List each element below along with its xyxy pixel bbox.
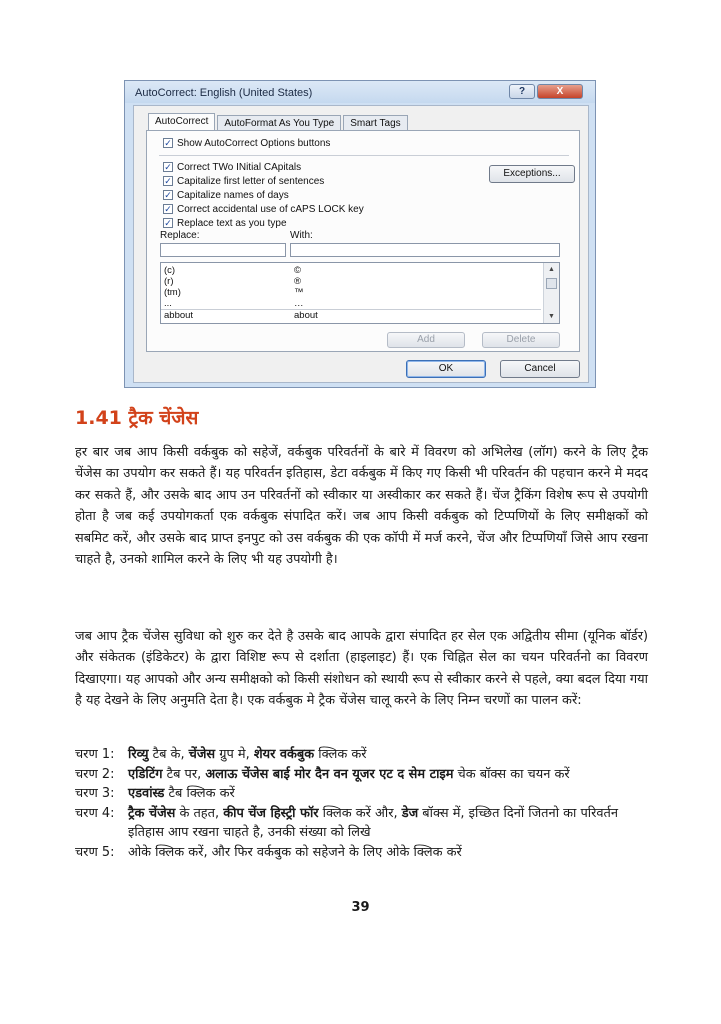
step-keyword: ट्रैक चेंजेस — [128, 805, 176, 821]
show-options-label: Show AutoCorrect Options buttons — [177, 137, 331, 149]
step-text-part: के तहत, — [175, 805, 224, 821]
step-keyword: कीप चेंज हिस्ट्री फॉर — [223, 805, 319, 821]
section-heading: 1.41 ट्रैक चेंजेस — [75, 407, 199, 429]
list-item[interactable] — [161, 309, 541, 320]
step-text-part: बॉक्स में, इच्छित दिनों जितनो का परिवर्तन इतिहास आप रखना चाहते है, उनकी संख्या को लिखे — [128, 805, 619, 840]
checkbox-checked-icon: ✓ — [164, 162, 172, 172]
divider — [159, 155, 569, 156]
replace-label: Replace: — [160, 230, 200, 241]
step-item — [75, 843, 648, 863]
list-item[interactable] — [161, 265, 541, 276]
autocorrect-entries-list[interactable] — [160, 262, 560, 324]
step-text — [128, 843, 648, 863]
autocorrect-dialog-screenshot — [124, 80, 596, 388]
step-keyword: अलाऊ चेंजेस बाई मोर दैन वन यूजर एट द सेम टाइम — [205, 766, 454, 782]
list-item[interactable] — [161, 298, 541, 309]
option-capitalize-first-letter[interactable] — [163, 175, 324, 187]
checkbox-checked-icon: ✓ — [164, 190, 172, 200]
page-number: 39 — [351, 900, 370, 915]
entry-with: about — [294, 310, 318, 321]
entry-replace: (c) — [164, 265, 176, 276]
dialog-body — [133, 105, 589, 383]
help-button[interactable]: ? — [509, 84, 535, 99]
tab-autocorrect[interactable]: AutoCorrect — [148, 113, 215, 132]
step-keyword: एडवांस्ड — [128, 786, 165, 801]
list-scrollbar[interactable] — [543, 263, 559, 323]
paragraph-intro: हर बार जब आप किसी वर्कबुक को सहेजें, वर्कबुक परिवर्तनों के बारे में विवरण को अभिलेख (लॉग) करने के लिए ट्रैक चेंजेस का उपयोग कर सकते हैं। यह परिवर्तन इतिहास, डेटा वर्कबुक में किए गए किसी भी परिवर्तन की पहचान करने मे मदद कर सकते हैं, और उसके बाद आप उन परिवर्तनों को स्वीकार या अस्वीकार कर सकते हैं। चेंज ट्रैकिंग विशेष रूप से उपयोगी होता है जब कई उपयोगकर्ता एक वर्कबुक संपादित करें। जब आप किसी वर्कबुक को टिप्पणियों के लिए समीक्षकों को सबमिट करें, और उसके बाद प्राप्त इनपुट को उस वर्कबुक की एक कॉपी में मर्ज करने, चेंज और टिप्पणियाँ जिसे आप रखना चाहते है, उनको शामिल करने के लिए भी यह उपयोगी है। — [75, 445, 648, 568]
paragraph-details: जब आप ट्रैक चेंजेस सुविधा को शुरु कर देते है उसके बाद आपके द्वारा संपादित हर सेल एक अद्वितीय सीमा (यूनिक बॉर्डर) और संकेतक (इंडिकेटर) के द्वारा विशिष्ट रूप से दर्शाता (हाइलाइट) हैं। एक चिह्नित सेल का चयन परिवर्तनो का विवरण दिखाएगा। यह आपको और अन्य समीक्षको को किसी संशोधन को स्थायी रूप से स्वीकार करने से पहले, क्या बदल दिया गया है यह देखने के लिए अनुमति देता है। एक वर्कबुक मे ट्रैक चेंजेस चालू करने के लिए निम्न चरणों का पालन करें: — [75, 629, 648, 709]
step-text-part: टैब के, — [148, 747, 189, 762]
scroll-thumb[interactable] — [546, 278, 557, 289]
checkbox-checked-icon: ✓ — [164, 176, 172, 186]
steps-list — [75, 745, 648, 862]
step-text — [128, 745, 648, 765]
option-correct-two-initial-capitals[interactable] — [163, 161, 301, 173]
step-item — [75, 784, 648, 804]
step-item — [75, 765, 648, 785]
cancel-button[interactable]: Cancel — [500, 360, 580, 378]
delete-button[interactable]: Delete — [482, 332, 560, 348]
step-text-part: क्लिक करें और, — [318, 805, 402, 821]
step-keyword: चेंजेस — [188, 747, 216, 762]
option-label: Capitalize names of days — [177, 189, 289, 201]
dialog-title-bar — [125, 81, 595, 103]
step-text — [128, 804, 648, 843]
entry-replace: (tm) — [164, 287, 181, 298]
checkbox-checked-icon: ✓ — [164, 138, 172, 148]
entry-with: … — [294, 298, 304, 309]
scroll-up-icon[interactable]: ▲ — [548, 266, 555, 273]
step-text-part: टैब क्लिक करें — [164, 786, 235, 801]
step-text — [128, 784, 648, 804]
option-correct-caps-lock[interactable] — [163, 203, 364, 215]
step-text-part: ओके क्लिक करें, और फिर वर्कबुक को सहेजने के लिए ओके क्लिक करें — [128, 844, 462, 860]
with-input[interactable] — [290, 243, 560, 257]
tab-autoformat-as-you-type[interactable]: AutoFormat As You Type — [217, 115, 341, 132]
step-label: चरण 1: — [75, 747, 115, 762]
step-text-part: चेक बॉक्स का चयन करें — [453, 766, 570, 782]
option-label: Correct TWo INitial CApitals — [177, 161, 302, 173]
scroll-down-icon[interactable]: ▼ — [548, 313, 555, 320]
entry-replace: ... — [164, 298, 172, 309]
step-keyword: एडिटिंग — [128, 766, 163, 782]
option-replace-text[interactable] — [163, 217, 287, 229]
entry-replace: (r) — [164, 276, 174, 287]
list-item[interactable] — [161, 276, 541, 287]
step-keyword: डेज — [401, 805, 419, 821]
dialog-tabs — [148, 113, 410, 130]
step-label: चरण 5: — [75, 844, 115, 860]
step-keyword: रिव्यु — [128, 747, 149, 762]
checkbox-checked-icon: ✓ — [164, 218, 172, 228]
step-item — [75, 745, 648, 765]
step-label: चरण 3: — [75, 786, 115, 801]
tab-smart-tags[interactable]: Smart Tags — [343, 115, 407, 132]
entry-with: ® — [294, 276, 301, 287]
add-button[interactable]: Add — [387, 332, 465, 348]
show-options-checkbox[interactable] — [163, 137, 330, 149]
step-label: चरण 2: — [75, 766, 115, 782]
with-label: With: — [290, 230, 313, 241]
step-text — [128, 765, 648, 785]
step-item — [75, 804, 648, 843]
ok-button[interactable]: OK — [406, 360, 486, 378]
step-keyword: शेयर वर्कबुक — [253, 747, 315, 762]
option-capitalize-names-of-days[interactable] — [163, 189, 289, 201]
list-item[interactable] — [161, 287, 541, 298]
option-label: Correct accidental use of cAPS LOCK key — [177, 203, 364, 215]
exceptions-button[interactable]: Exceptions... — [489, 165, 575, 183]
option-label: Capitalize first letter of sentences — [177, 175, 325, 187]
close-button[interactable]: X — [537, 84, 583, 99]
entry-with: © — [294, 265, 301, 276]
step-text-part: ग्रुप मे, — [215, 747, 254, 762]
option-label: Replace text as you type — [177, 217, 287, 229]
step-text-part: टैब पर, — [162, 766, 206, 782]
checkbox-checked-icon: ✓ — [164, 204, 172, 214]
dialog-title: AutoCorrect: English (United States) — [135, 87, 313, 99]
entry-replace: abbout — [164, 310, 194, 321]
replace-input[interactable] — [160, 243, 286, 257]
step-text-part: क्लिक करें — [314, 747, 367, 762]
step-label: चरण 4: — [75, 805, 115, 821]
entry-with: ™ — [294, 287, 304, 298]
